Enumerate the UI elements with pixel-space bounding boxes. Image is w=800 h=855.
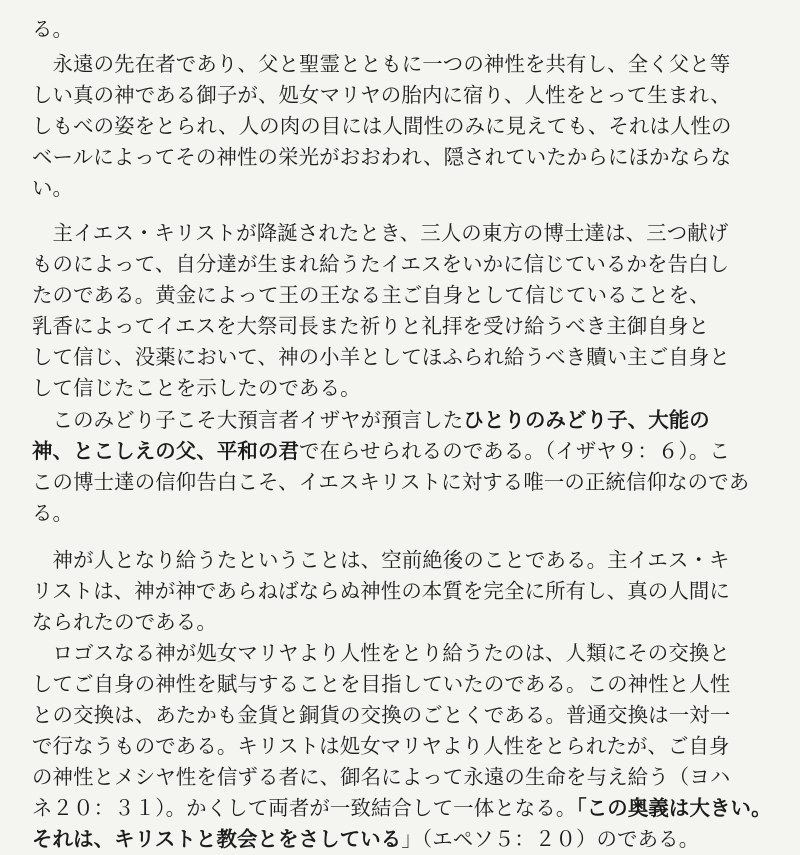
text-line: 永遠の先在者であり、父と聖霊とともに一つの神性を共有し、全く父と等 [32,52,731,76]
text-line: ものによって、自分達が生まれ給うたイエスをいかに信じているかを告白し [32,252,730,276]
emphasized-text: それは、キリストと教会とをさしている [32,827,402,851]
text-line: して信じたことを示したのである。 [32,376,361,400]
emphasized-text: 「この奥義は大きい。 [576,796,772,820]
text-line: い。 [32,176,74,200]
text-line: リストは、神が神であらねばならぬ神性の本質を完全に所有し、真の人間に [32,579,730,603]
text-line: たのである。黄金によって王の王なる主ご自身として信じていることを、 [32,283,710,307]
text-line: の神性とメシヤ性を信ずる者に、御名によって永遠の生命を与え給う（ヨハ [32,765,731,789]
text-line: 乳香によってイエスを大祭司長また祈りと礼拝を受け給うべき主御自身と [32,314,710,338]
text-line: それは、キリストと教会とをさしている」（エペソ５：２０）のである。 [32,827,700,851]
text-line: で行なうものである。キリストは処女マリヤより人性をとられたが、ご自身 [32,734,730,758]
text-line: との交換は、あたかも金貨と銅貨の交換のごとくである。普通交換は一対一 [32,703,731,727]
text-line: しい真の神である御子が、処女マリヤの胎内に宿り、人性をとって生まれ、 [32,83,731,107]
text-line: しもべの姿をとられ、人の肉の目には人間性のみに見えても、それは人性の [32,114,732,138]
text-line: る。 [32,501,74,525]
text-line: ロゴスなる神が処女マリヤより人性をとり給うたのは、人類にその交換と [32,641,730,665]
text-line: してご自身の神性を賦与することを目指していたのである。この神性と人性 [32,672,731,696]
text-line: ベールによってその神性の栄光がおおわれ、隠されていたからにほかならな [32,145,732,169]
text-line: 主イエス・キリストが降誕されたとき、三人の東方の博士達は、三つ献げ [32,221,729,245]
text-line: 神が人となり給うたということは、空前絶後のことである。主イエス・キ [32,548,730,572]
text-line: して信じ、没薬において、神の小羊としてほふられ給うべき贖い主ご自身と [32,345,730,369]
text-line: このみどり子こそ大預言者イザヤが預言したひとりのみどり子、大能の [32,408,710,432]
text-line: る。 [32,17,74,41]
emphasized-text: 神、とこしえの父、平和の君 [32,439,300,463]
text-line: 神、とこしえの父、平和の君で在らせられるのである。（イザヤ９：６）。こ [32,439,730,463]
text-line: この博士達の信仰告白こそ、イエスキリストに対する唯一の正統信仰なのであ [32,470,750,494]
text-line: なられたのである。 [32,610,217,634]
emphasized-text: ひとりのみどり子、大能の [463,408,710,432]
text-line: ネ２０：３１）。かくして両者が一致結合して一体となる。「この奥義は大きい。 [32,796,772,820]
